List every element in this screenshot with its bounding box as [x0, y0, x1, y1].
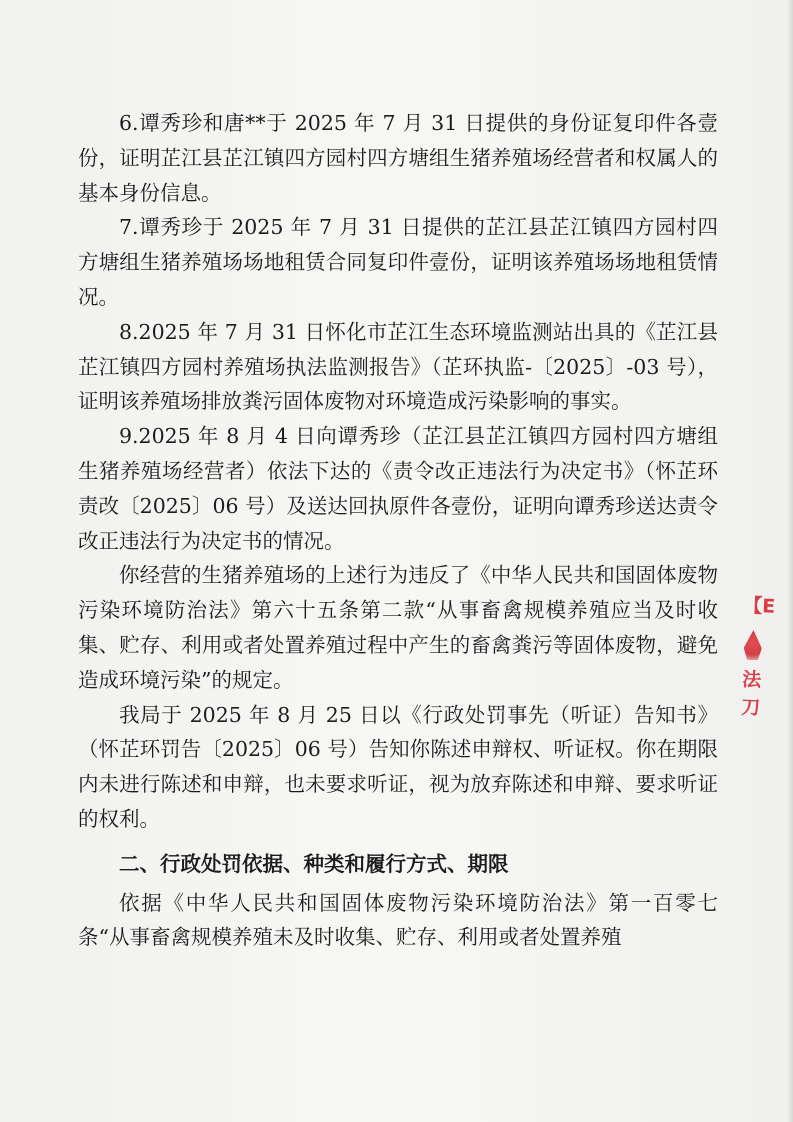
evidence-item-7: 7.谭秀珍于 2025 年 7 月 31 日提供的芷江县芷江镇四方园村四方塘组生猪养殖场场地租赁合同复印件壹份，证明该养殖场场地租赁情况。	[78, 215, 718, 309]
seal-char-top: 【E	[742, 594, 776, 618]
seal-char-bottom: 法刀	[740, 668, 762, 720]
page-edge-shadow	[787, 0, 793, 1122]
evidence-item-8: 8.2025 年 7 月 31 日怀化市芷江生态环境监测站出具的《芷江县芷江镇四方园村养殖场执法监测报告》（芷环执监-〔2025〕-03 号），证明该养殖场排放粪污固体废物对环境造成污染影响的事实。	[78, 319, 718, 414]
notice-statement: 我局于 2025 年 8 月 25 日以《行政处罚事先（听证）告知书》（怀芷环罚告〔2025〕06 号）告知你陈述申辩权、听证权。你在期限内未进行陈述和申辩，也未要求听证，视为放弃陈述和申辩、要求听证的权利。	[78, 702, 718, 831]
red-seal-stamp	[738, 592, 776, 751]
evidence-item-6: 6.谭秀珍和唐**于 2025 年 7 月 31 日提供的身份证复印件各壹份，证明芷江县芷江镇四方园村四方塘组生猪养殖场经营者和权属人的基本身份信息。	[78, 111, 718, 205]
document-body	[78, 106, 718, 955]
penalty-basis: 依据《中华人民共和国固体废物污染环境防治法》第一百零七条“从事畜禽规模养殖未及时收集、贮存、利用或者处置养殖	[78, 890, 718, 950]
violation-statement: 你经营的生猪养殖场的上述行为违反了《中华人民共和国固体废物污染环境防治法》第六十五条第二款“从事畜禽规模养殖应当及时收集、贮存、利用或者处置养殖过程中产生的畜禽粪污等固体废物，避免造成环境污染”的规定。	[78, 563, 718, 692]
evidence-item-9: 9.2025 年 8 月 4 日向谭秀珍（芷江县芷江镇四方园村四方塘组生猪养殖场经营者）依法下达的《责令改正违法行为决定书》（怀芷环责改〔2025〕06 号）及送达回执原件各壹份，证明向谭秀珍送达责令改正违法行为决定书的情况。	[78, 424, 718, 553]
seal-emblem-icon	[743, 630, 762, 661]
section-heading: 二、行政处罚依据、种类和履行方式、期限	[119, 851, 509, 876]
